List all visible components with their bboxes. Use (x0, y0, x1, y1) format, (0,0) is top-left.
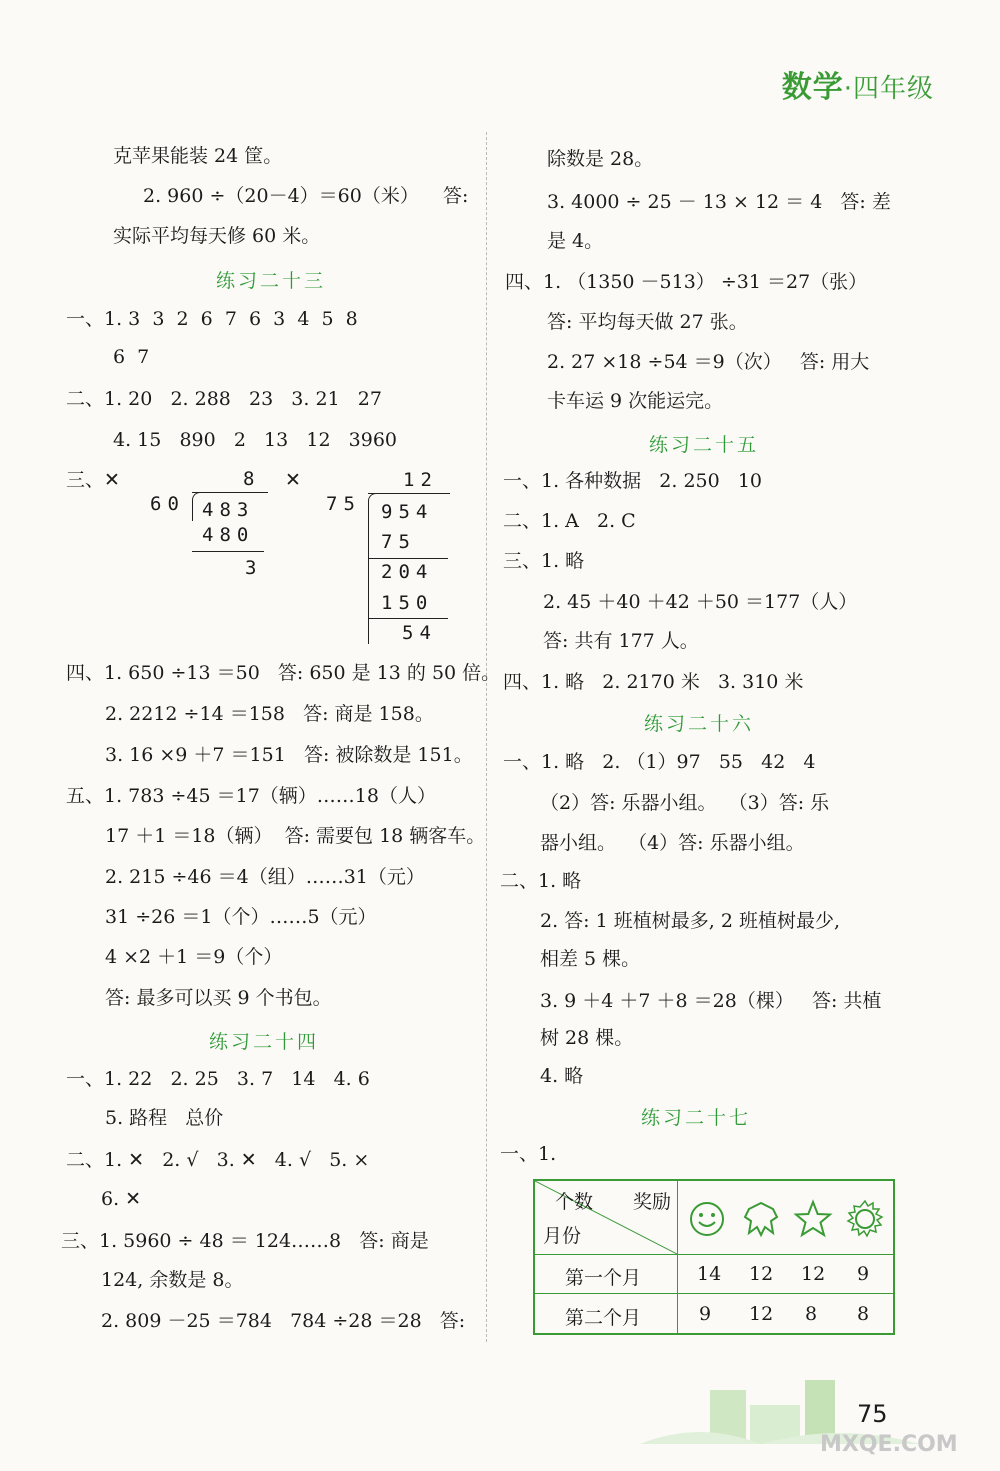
answer-line: 一、1. (500, 1143, 557, 1165)
corner-left-label: 月份 (543, 1225, 582, 1247)
answer-line: 三、1. 5960 ÷ 48 ＝ 124……8 答: 商是 (61, 1230, 429, 1252)
dividend: 954 (381, 501, 434, 523)
remainder: 3 (245, 557, 263, 579)
answer-line: 树 28 棵。 (540, 1027, 634, 1049)
answer-line: 五、1. 783 ÷45 ＝17（辆）……18（人） (66, 785, 436, 807)
answer-line: 答: 共有 177 人。 (543, 630, 699, 652)
wrong-mark: ✕ (285, 469, 301, 491)
answer-line: 除数是 28。 (547, 148, 654, 170)
quotient: 12 (403, 469, 438, 491)
answer-line: 二、1. 20 2. 288 23 3. 21 27 (66, 388, 382, 410)
answer-line: 2. 809 －25 ＝784 784 ÷28 ＝28 答: (101, 1310, 466, 1332)
divisor: 60 (150, 493, 185, 515)
answer-line: 相差 5 棵。 (540, 948, 641, 970)
answer-line: 3. 9 ＋4 ＋7 ＋8 ＝28（棵） 答: 共植 (540, 990, 882, 1012)
table-cell: 9 (857, 1263, 870, 1285)
grid-line (677, 1181, 678, 1333)
section-title-25: 练习二十五 (649, 434, 760, 456)
table-cell: 12 (801, 1263, 826, 1285)
dividend: 483 (202, 499, 255, 521)
answer-line: 四、1. （1350 －513） ÷31 ＝27（张） (505, 271, 868, 293)
answer-line: 124, 余数是 8。 (101, 1269, 244, 1291)
answer-line: 4 ×2 ＋1 ＝9（个） (105, 946, 283, 968)
subtract-line (368, 618, 448, 619)
table-cell: 8 (805, 1303, 818, 1325)
partial-product: 150 (381, 592, 434, 614)
answer-line: 实际平均每天修 60 米。 (113, 225, 321, 247)
answer-line: 一、1. 3 3 2 6 7 6 3 4 5 8 (66, 308, 358, 330)
reward-table (533, 1179, 895, 1335)
answer-line: 器小组。 （4）答: 乐器小组。 (540, 832, 805, 854)
section-title-27: 练习二十七 (641, 1107, 752, 1129)
watermark: MXQE.COM (820, 1432, 958, 1457)
corner-top-label: 个数 (555, 1191, 594, 1213)
grade-title: ·四年级 (843, 74, 934, 104)
partial-product: 75 (381, 531, 416, 553)
remainder: 54 (402, 622, 437, 644)
grid-line (535, 1254, 893, 1255)
answer-line: 5. 路程 总价 (105, 1107, 224, 1129)
division-bar (368, 493, 450, 494)
answer-line: 17 ＋1 ＝18（辆） 答: 需要包 18 辆客车。 (105, 825, 486, 847)
answer-line: 6 7 (113, 346, 150, 368)
partial-product: 480 (202, 524, 255, 546)
quotient: 8 (243, 468, 261, 490)
table-cell: 8 (857, 1303, 870, 1325)
answer-line: 2. 2212 ÷14 ＝158 答: 商是 158。 (105, 703, 434, 725)
answer-line: 一、1. 22 2. 25 3. 7 14 4. 6 (66, 1068, 370, 1090)
answer-line: 6. ✕ (101, 1188, 142, 1210)
answer-line: 2. 答: 1 班植树最多, 2 班植树最少, (540, 910, 840, 932)
answer-line: （2）答: 乐器小组。 （3）答: 乐 (540, 792, 830, 814)
division-bar (192, 492, 268, 493)
answer-line: 二、1. 略 (500, 870, 582, 892)
answer-line: 2. 215 ÷46 ＝4（组）……31（元） (105, 866, 425, 888)
answer-line: 二、1. ✕ 2. √ 3. ✕ 4. √ 5. × (66, 1149, 370, 1171)
subtract-line (368, 558, 448, 559)
division-bracket (368, 493, 379, 644)
star-icon (793, 1199, 833, 1239)
answer-line: 答: 最多可以买 9 个书包。 (105, 987, 332, 1009)
header-title (782, 62, 934, 106)
section-title-26: 练习二十六 (644, 713, 755, 735)
answer-line: 31 ÷26 ＝1（个）……5（元） (105, 906, 377, 928)
table-cell: 14 (697, 1263, 722, 1285)
grid-line (535, 1293, 893, 1294)
row-label: 第二个月 (565, 1307, 642, 1329)
table-cell: 9 (699, 1303, 712, 1325)
partial-remainder: 204 (381, 561, 434, 583)
answer-line: 2. 27 ×18 ÷54 ＝9（次） 答: 用大 (547, 351, 870, 373)
answer-line: 4. 略 (540, 1065, 584, 1087)
answer-line: 3. 4000 ÷ 25 － 13 × 12 ＝ 4 答: 差 (547, 191, 891, 213)
answer-line: 一、1. 略 2. （1）97 55 42 4 (503, 751, 816, 773)
corner-right-label: 奖励 (633, 1191, 672, 1213)
page-number: 75 (857, 1400, 888, 1428)
answer-line: 三、1. 略 (503, 550, 585, 572)
section-title-23: 练习二十三 (216, 270, 327, 292)
answer-line: 克苹果能装 24 筐。 (113, 145, 283, 167)
sun-icon (845, 1199, 885, 1239)
smiley-icon (689, 1201, 725, 1237)
badge-icon (741, 1199, 781, 1239)
answer-line: 四、1. 略 2. 2170 米 3. 310 米 (503, 671, 804, 693)
answer-line: 4. 15 890 2 13 12 3960 (113, 429, 397, 451)
answer-line: 3. 16 ×9 ＋7 ＝151 答: 被除数是 151。 (105, 744, 473, 766)
answer-line: 三、✕ (66, 469, 120, 491)
answer-line: 是 4。 (547, 230, 604, 252)
table-cell: 12 (749, 1263, 774, 1285)
subtract-line (192, 551, 264, 552)
answer-line: 四、1. 650 ÷13 ＝50 答: 650 是 13 的 50 倍。 (66, 662, 501, 684)
row-label: 第一个月 (565, 1267, 642, 1289)
answer-line: 答: 平均每天做 27 张。 (547, 311, 748, 333)
answer-line: 2. 45 ＋40 ＋42 ＋50 ＝177（人） (543, 591, 858, 613)
answer-line: 二、1. A 2. C (503, 510, 636, 532)
answer-line: 2. 960 ÷（20－4）＝60（米） 答: (143, 185, 469, 207)
answer-line: 一、1. 各种数据 2. 250 10 (503, 470, 763, 492)
subject-title: 数学 (781, 70, 844, 105)
column-divider (486, 132, 488, 1342)
section-title-24: 练习二十四 (209, 1031, 320, 1053)
table-cell: 12 (749, 1303, 774, 1325)
divisor: 75 (326, 493, 361, 515)
answer-line: 卡车运 9 次能运完。 (547, 390, 724, 412)
